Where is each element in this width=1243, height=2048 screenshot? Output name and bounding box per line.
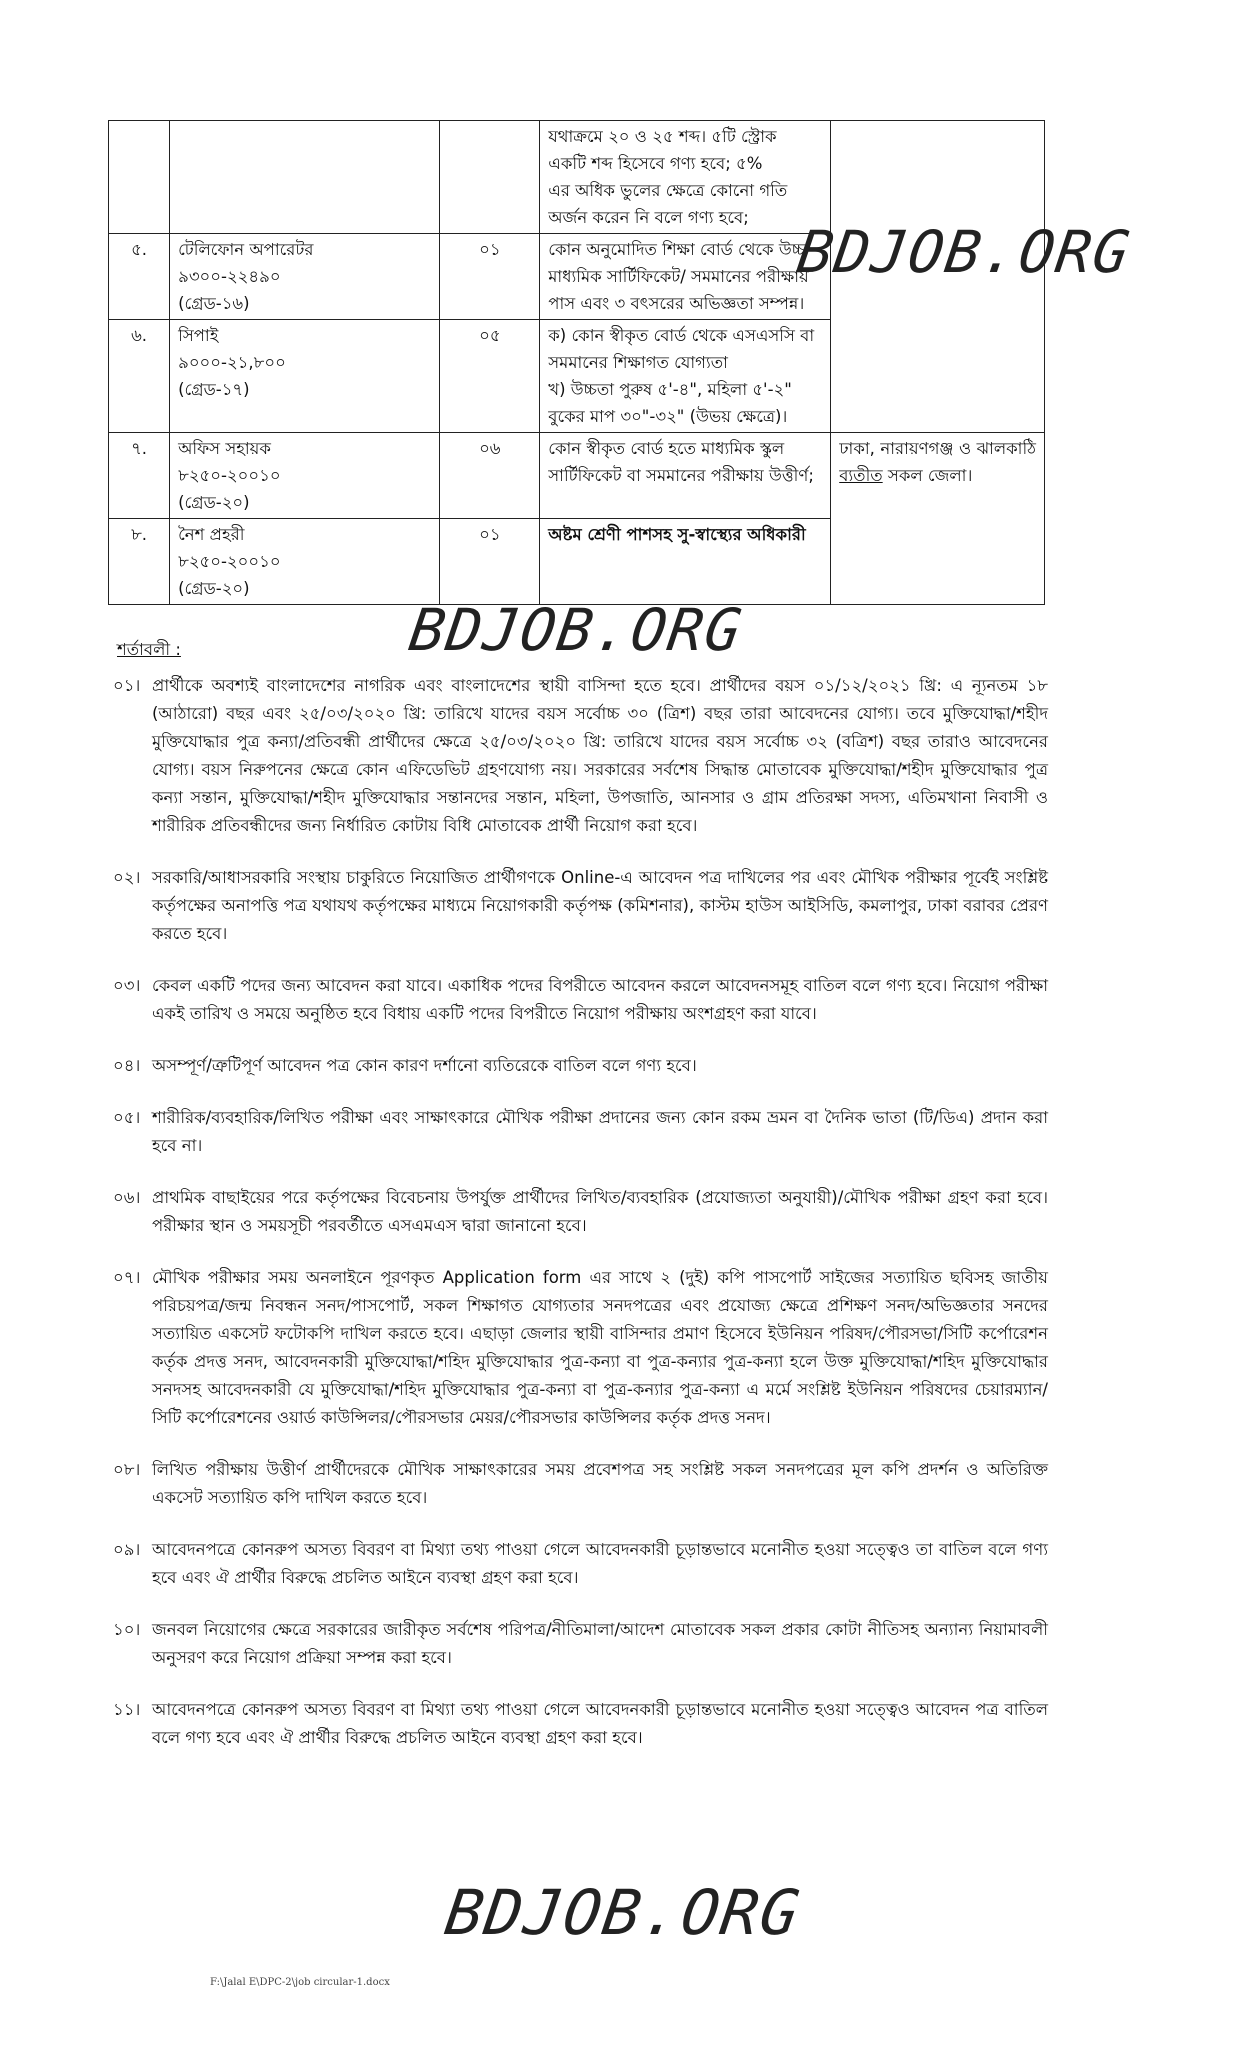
qualification-line: সমমানের শিক্ষাগত যোগ্যতা	[548, 353, 728, 372]
condition-number: ১০।	[113, 1620, 141, 1639]
serial-cell: ৫.	[109, 234, 170, 320]
post-line: (গ্রেড-২০)	[178, 579, 250, 598]
post-count-cell	[440, 121, 540, 234]
qualification-cell	[540, 433, 831, 519]
qualification-line: অষ্টম শ্রেণী পাশসহ সু-স্বাস্থ্যের অধিকারী	[548, 525, 806, 544]
post-line: ৯০০০-২১,৮০০	[178, 353, 286, 372]
condition-item	[113, 1616, 1048, 1672]
qualification-cell	[540, 234, 831, 320]
qualification-cell	[540, 121, 831, 234]
condition-item	[113, 972, 1048, 1028]
post-line: অফিস সহায়ক	[178, 439, 271, 458]
condition-item	[113, 1536, 1048, 1592]
condition-item	[113, 1104, 1048, 1160]
table-row	[109, 121, 1045, 234]
footer-file-path: F:\Jalal E\DPC-2\job circular-1.docx	[210, 1977, 390, 1988]
posts-table	[108, 120, 1045, 605]
posts-table-body	[109, 121, 1045, 605]
post-cell	[170, 433, 440, 519]
post-cell	[170, 519, 440, 605]
post-cell	[170, 234, 440, 320]
condition-item	[113, 1456, 1048, 1512]
post-line: (গ্রেড-১৬)	[178, 294, 250, 313]
qualification-line: খ) উচ্চতা পুরুষ ৫'-৪", মহিলা ৫'-২"	[548, 380, 792, 399]
post-line: সিপাই	[178, 326, 219, 345]
district-emphasis: ব্যতীত	[839, 466, 883, 485]
condition-text: মৌখিক পরীক্ষার সময় অনলাইনে পূরণকৃত Application form এর সাথে ২ (দুই) কপি পাসপোর্ট সাইজের সত্যায়িত ছবিসহ জাতীয় পরিচয়পত্র/জন্ম নিবন্ধন সনদ/পাসপোর্ট, সকল শিক্ষাগত যোগ্যতার সনদপত্রের এবং প্রযোজ্য ক্ষেত্রে প্রশিক্ষণ সনদ/অভিজ্ঞতার সনদের সত্যায়িত একসেট ফটোকপি দাখিল করতে হবে। এছাড়া জেলার স্থায়ী বাসিন্দার প্রমাণ হিসেবে ইউনিয়ন পরিষদ/পৌরসভা/সিটি কর্পোরেশন কর্তৃক প্রদত্ত সনদ, আবেদনকারী মুক্তিযোদ্ধা/শহিদ মুক্তিযোদ্ধার পুত্র-কন্যা বা পুত্র-কন্যার পুত্র-কন্যা হলে উক্ত মুক্তিযোদ্ধা/শহিদ মুক্তিযোদ্ধার সনদসহ আবেদনকারী যে মুক্তিযোদ্ধা/শহিদ মুক্তিযোদ্ধার পুত্র-কন্যা বা পুত্র-কন্যার পুত্র-কন্যা এ মর্মে সংশ্লিষ্ট ইউনিয়ন পরিষদের চেয়ারম্যান/সিটি কর্পোরেশনের ওয়ার্ড কাউন্সিলর/পৌরসভার মেয়র/পৌরসভার কাউন্সিলর কর্তৃক প্রদত্ত সনদ।	[152, 1268, 1048, 1427]
condition-number: ০২।	[113, 868, 141, 887]
condition-number: ০১।	[113, 676, 141, 695]
serial-cell: ৭.	[109, 433, 170, 519]
watermark: BDJOB.ORG	[793, 218, 1136, 286]
condition-number: ০৯।	[113, 1540, 141, 1559]
post-line: (গ্রেড-১৭)	[178, 380, 250, 399]
qualification-line: এর অধিক ভুলের ক্ষেত্রে কোনো গতি	[548, 181, 788, 200]
post-count-cell: ০১	[440, 234, 540, 320]
condition-item	[113, 1264, 1048, 1432]
condition-item	[113, 1696, 1048, 1752]
conditions-list	[113, 672, 1048, 1776]
condition-text: অসম্পূর্ণ/ত্রুটিপূর্ণ আবেদন পত্র কোন কারণ দর্শানো ব্যতিরেকে বাতিল বলে গণ্য হবে।	[152, 1056, 697, 1075]
post-line: নৈশ প্রহরী	[178, 525, 245, 544]
condition-item	[113, 672, 1048, 840]
serial-cell: ৬.	[109, 320, 170, 433]
qualification-line: যথাক্রমে ২০ ও ২৫ শব্দ। ৫টি স্ট্রোক	[548, 127, 777, 146]
condition-text: জনবল নিয়োগের ক্ষেত্রে সরকারের জারীকৃত সর্বশেষ পরিপত্র/নীতিমালা/আদেশ মোতাবেক সকল প্রকার কোটা নীতিসহ অন্যান্য নিয়ামাবলী অনুসরণ করে নিয়োগ প্রক্রিয়া সম্পন্ন করা হবে।	[152, 1620, 1048, 1667]
qualification-line: পাস এবং ৩ বৎসরের অভিজ্ঞতা সম্পন্ন।	[548, 294, 805, 313]
condition-number: ০৩।	[113, 976, 141, 995]
qualification-line: কোন স্বীকৃত বোর্ড হতে মাধ্যমিক স্কুল	[548, 439, 785, 458]
serial-cell: ৮.	[109, 519, 170, 605]
condition-number: ০৫।	[113, 1108, 141, 1127]
post-line: ৯৩০০-২২৪৯০	[178, 267, 281, 286]
post-line: (গ্রেড-২০)	[178, 493, 250, 512]
post-count-cell: ০১	[440, 519, 540, 605]
qualification-line: বুকের মাপ ৩০"-৩২" (উভয় ক্ষেত্রে)।	[548, 407, 788, 426]
condition-text: লিখিত পরীক্ষায় উত্তীর্ণ প্রার্থীদেরকে মৌখিক সাক্ষাৎকারের সময় প্রবেশপত্র সহ সংশ্লিষ্ট সকল সনদপত্রের মূল কপি প্রদর্শন ও অতিরিক্ত একসেট সত্যায়িত কপি দাখিল করতে হবে।	[152, 1460, 1048, 1507]
qualification-line: মাধ্যমিক সার্টিফিকেট/ সমমানের পরীক্ষায়	[548, 267, 809, 286]
condition-number: ০৪।	[113, 1056, 141, 1075]
post-line: ৮২৫০-২০০১০	[178, 466, 281, 485]
conditions-heading: শর্তাবলী :	[117, 640, 181, 659]
district-text: ঢাকা, নারায়ণগঞ্জ ও ঝালকাঠি	[839, 439, 1036, 458]
qualification-cell	[540, 320, 831, 433]
district-text: সকল জেলা।	[887, 466, 973, 485]
condition-item	[113, 1052, 1048, 1080]
qualification-line: ক) কোন স্বীকৃত বোর্ড থেকে এসএসসি বা	[548, 326, 815, 345]
table-row	[109, 433, 1045, 519]
post-cell	[170, 320, 440, 433]
condition-text: শারীরিক/ব্যবহারিক/লিখিত পরীক্ষা এবং সাক্ষাৎকারে মৌখিক পরীক্ষা প্রদানের জন্য কোন রকম ভ্রমন বা দৈনিক ভাতা (টি/ডিএ) প্রদান করা হবে না।	[152, 1108, 1048, 1155]
condition-number: ০৮।	[113, 1460, 141, 1479]
condition-text: প্রাথমিক বাছাইয়ের পরে কর্তৃপক্ষের বিবেচনায় উপর্যুক্ত প্রার্থীদের লিখিত/ব্যবহারিক (প্রযোজ্যতা অনুযায়ী)/মৌখিক পরীক্ষা গ্রহণ করা হবে। পরীক্ষার স্থান ও সময়সূচী পরবর্তীতে এসএমএস দ্বারা জানানো হবে।	[152, 1188, 1048, 1235]
condition-text: প্রার্থীকে অবশ্যই বাংলাদেশের নাগরিক এবং বাংলাদেশের স্থায়ী বাসিন্দা হতে হবে। প্রার্থীদের বয়স ০১/১২/২০২১ খ্রি: এ ন্যূনতম ১৮ (আঠারো) বছর এবং ২৫/০৩/২০২০ খ্রি: তারিখে যাদের বয়স সর্বোচ্চ ৩০ (ত্রিশ) বছর তারা আবেদনের যোগ্য। তবে মুক্তিযোদ্ধা/শহীদ মুক্তিযোদ্ধার পুত্র কন্যা/প্রতিবন্ধী প্রার্থীদের ক্ষেত্রে ২৫/০৩/২০২০ খ্রি: তারিখে যাদের বয়স সর্বোচ্চ ৩২ (বত্রিশ) বছর তারাও আবেদনের যোগ্য। বয়স নিরুপনের ক্ষেত্রে কোন এফিডেভিট গ্রহণযোগ্য নয়। সরকারের সর্বশেষ সিদ্ধান্ত মোতাবেক মুক্তিযোদ্ধা/শহীদ মুক্তিযোদ্ধার পুত্র কন্যা সন্তান, মুক্তিযোদ্ধা/শহীদ মুক্তিযোদ্ধার সন্তানদের সন্তান, মহিলা, উপজাতি, আনসার ও গ্রাম প্রতিরক্ষা সদস্য, এতিমখানা নিবাসী ও শারীরিক প্রতিবন্ধীদের জন্য নির্ধারিত কোটায় বিধি মোতাবেক প্রার্থী নিয়োগ করা হবে।	[152, 676, 1048, 835]
watermark: BDJOB.ORG	[405, 596, 748, 664]
condition-number: ০৭।	[113, 1268, 141, 1287]
post-cell	[170, 121, 440, 234]
condition-item	[113, 1184, 1048, 1240]
condition-number: ১১।	[113, 1700, 141, 1719]
condition-text: কেবল একটি পদের জন্য আবেদন করা যাবে। একাধিক পদের বিপরীতে আবেদন করলে আবেদনসমূহ বাতিল বলে গণ্য হবে। নিয়োগ পরীক্ষা একই তারিখ ও সময়ে অনুষ্ঠিত হবে বিধায় একটি পদের বিপরীতে নিয়োগ পরীক্ষায় অংশগ্রহণ করা যাবে।	[152, 976, 1048, 1023]
post-line: ৮২৫০-২০০১০	[178, 552, 281, 571]
qualification-line: কোন অনুমোদিত শিক্ষা বোর্ড থেকে উচ্চ	[548, 240, 805, 259]
district-cell	[831, 433, 1045, 605]
condition-item	[113, 864, 1048, 948]
watermark: BDJOB.ORG	[440, 1876, 806, 1949]
post-count-cell: ০৬	[440, 433, 540, 519]
qualification-line: একটি শব্দ হিসেবে গণ্য হবে; ৫%	[548, 154, 763, 173]
condition-text: সরকারি/আধাসরকারি সংস্থায় চাকুরিতে নিয়োজিত প্রার্থীগণকে Online-এ আবেদন পত্র দাখিলের পর এবং মৌখিক পরীক্ষার পূর্বেই সংশ্লিষ্ট কর্তৃপক্ষের অনাপত্তি পত্র যথাযথ কর্তৃপক্ষের মাধ্যমে নিয়োগকারী কর্তৃপক্ষ (কমিশনার), কাস্টম হাউস আইসিডি, কমলাপুর, ঢাকা বরাবর প্রেরণ করতে হবে।	[152, 868, 1048, 943]
qualification-line: সার্টিফিকেট বা সমমানের পরীক্ষায় উত্তীর্ণ;	[548, 466, 814, 485]
post-line: টেলিফোন অপারেটর	[178, 240, 314, 259]
serial-cell	[109, 121, 170, 234]
condition-number: ০৬।	[113, 1188, 141, 1207]
qualification-cell	[540, 519, 831, 605]
condition-text: আবেদনপত্রে কোনরুপ অসত্য বিবরণ বা মিথ্যা তথ্য পাওয়া গেলে আবেদনকারী চূড়ান্তভাবে মনোনীত হওয়া সত্ত্বেও আবেদন পত্র বাতিল বলে গণ্য হবে এবং ঐ প্রার্থীর বিরুদ্ধে প্রচলিত আইনে ব্যবস্থা গ্রহণ করা হবে।	[152, 1700, 1048, 1747]
condition-text: আবেদনপত্রে কোনরুপ অসত্য বিবরণ বা মিথ্যা তথ্য পাওয়া গেলে আবেদনকারী চূড়ান্তভাবে মনোনীত হওয়া সত্ত্বেও তা বাতিল বলে গণ্য হবে এবং ঐ প্রার্থীর বিরুদ্ধে প্রচলিত আইনে ব্যবস্থা গ্রহণ করা হবে।	[152, 1540, 1048, 1587]
qualification-line: অর্জন করেন নি বলে গণ্য হবে;	[548, 208, 749, 227]
post-count-cell: ০৫	[440, 320, 540, 433]
